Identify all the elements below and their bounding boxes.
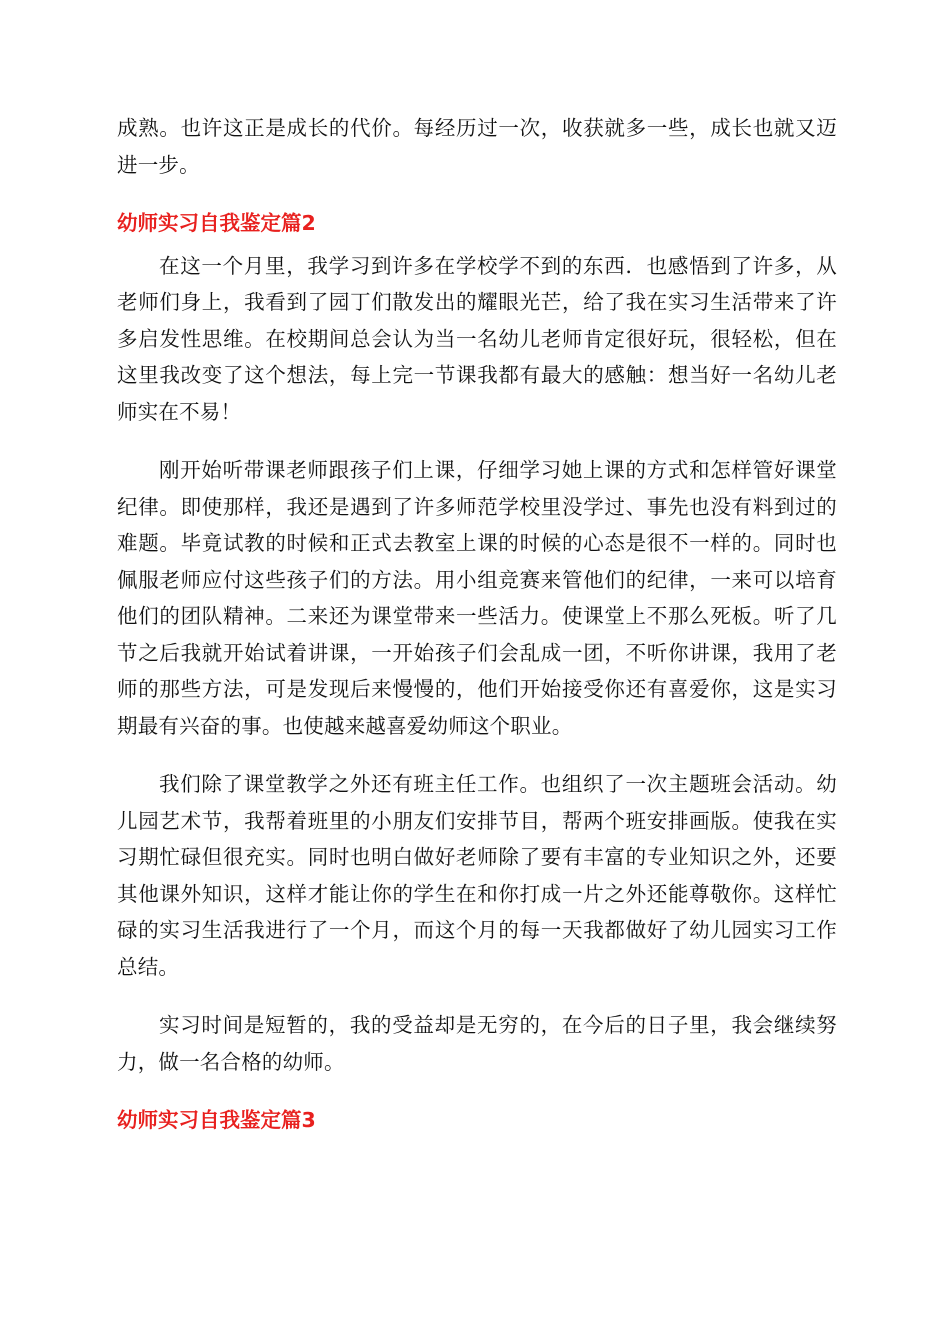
intro-paragraph: 成熟。也许这正是成长的代价。每经历过一次，收获就多一些，成长也就又迈进一步。 xyxy=(117,116,837,177)
section-2-paragraph-2: 刚开始听带课老师跟孩子们上课，仔细学习她上课的方式和怎样管好课堂纪律。即使那样，我还是遇到了许多师范学校里没学过、事先也没有料到过的难题。毕竟试教的时候和正式去教室上课的时候的心态是很不一样的。同时也佩服老师应付这些孩子们的方法。用小组竞赛来管他们的纪律，一来可以培育他们的团队精神。二来还为课堂带来一些活力。使课堂上不那么死板。听了几节之后我就开始试着讲课，一开始孩子们会乱成一团，不听你讲课，我用了老师的那些方法，可是发现后来慢慢的，他们开始接受你还有喜爱你，这是实习期最有兴奋的事。也使越来越喜爱幼师这个职业。 xyxy=(117,458,837,738)
section-2-paragraph-4: 实习时间是短暂的，我的受益却是无穷的，在今后的日子里，我会继续努力，做一名合格的幼师。 xyxy=(117,1013,837,1074)
document-content xyxy=(117,110,837,1139)
section-3-heading: 幼师实习自我鉴定篇3 xyxy=(117,1108,316,1132)
section-2-heading: 幼师实习自我鉴定篇2 xyxy=(117,211,316,235)
section-2-paragraph-3: 我们除了课堂教学之外还有班主任工作。也组织了一次主题班会活动。幼儿园艺术节，我帮着班里的小朋友们安排节目，帮两个班安排画版。使我在实习期忙碌但很充实。同时也明白做好老师除了要有丰富的专业知识之外，还要其他课外知识，这样才能让你的学生在和你打成一片之外还能尊敬你。这样忙碌的实习生活我进行了一个月，而这个月的每一天我都做好了幼儿园实习工作总结。 xyxy=(117,772,837,979)
section-2-paragraph-1: 在这一个月里，我学习到许多在学校学不到的东西．也感悟到了许多，从老师们身上，我看到了园丁们散发出的耀眼光芒，给了我在实习生活带来了许多启发性思维。在校期间总会认为当一名幼儿老师肯定很好玩，很轻松，但在这里我改变了这个想法，每上完一节课我都有最大的感触：想当好一名幼儿老师实在不易！ xyxy=(117,253,837,424)
